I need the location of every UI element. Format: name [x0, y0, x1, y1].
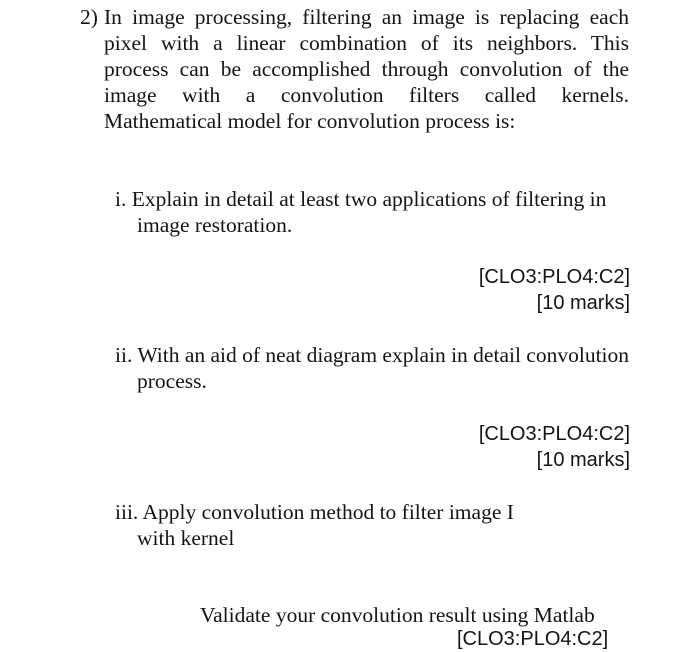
part-ii-marks — [479, 421, 630, 473]
part-i-marks — [479, 264, 630, 316]
part-i-clo-tag: [CLO3:PLO4:C2] — [478, 266, 630, 288]
matlab-validation-note: Validate your convolution result using Matlab — [200, 603, 595, 627]
part-ii-clo-tag: [CLO3:PLO4:C2] — [478, 423, 630, 445]
part-i-marks-value: [10 marks] — [536, 292, 630, 314]
question-2 — [80, 4, 629, 134]
part-i-label: i. — [115, 187, 127, 211]
partial-clo-tag: [CLO3:PLO4:C2] — [457, 628, 609, 650]
part-iii-text: Apply convolution method to filter image I with kernel — [137, 500, 514, 550]
part-ii-body — [115, 342, 630, 394]
part-i-text: Explain in detail at least two applications of filtering in image restoration. — [131, 187, 607, 237]
question-number: 2) — [80, 5, 98, 29]
part-ii — [115, 342, 630, 394]
part-ii-text: With an aid of neat diagram explain in detail convolution process. — [137, 343, 630, 393]
part-iii — [115, 499, 555, 551]
part-ii-marks-value: [10 marks] — [536, 449, 630, 471]
question-text: In image processing, filtering an image is replacing each pixel with a linear combination of its neighbors. This process can be accomplished through convolution of the image with a convolution filters called kernels. Mathematical model for convolution process is: — [104, 5, 629, 133]
part-i-body — [115, 186, 630, 238]
part-ii-label: ii. — [115, 343, 133, 367]
part-iii-body — [115, 499, 555, 551]
part-i — [115, 186, 630, 238]
part-iii-label: iii. — [115, 500, 139, 524]
